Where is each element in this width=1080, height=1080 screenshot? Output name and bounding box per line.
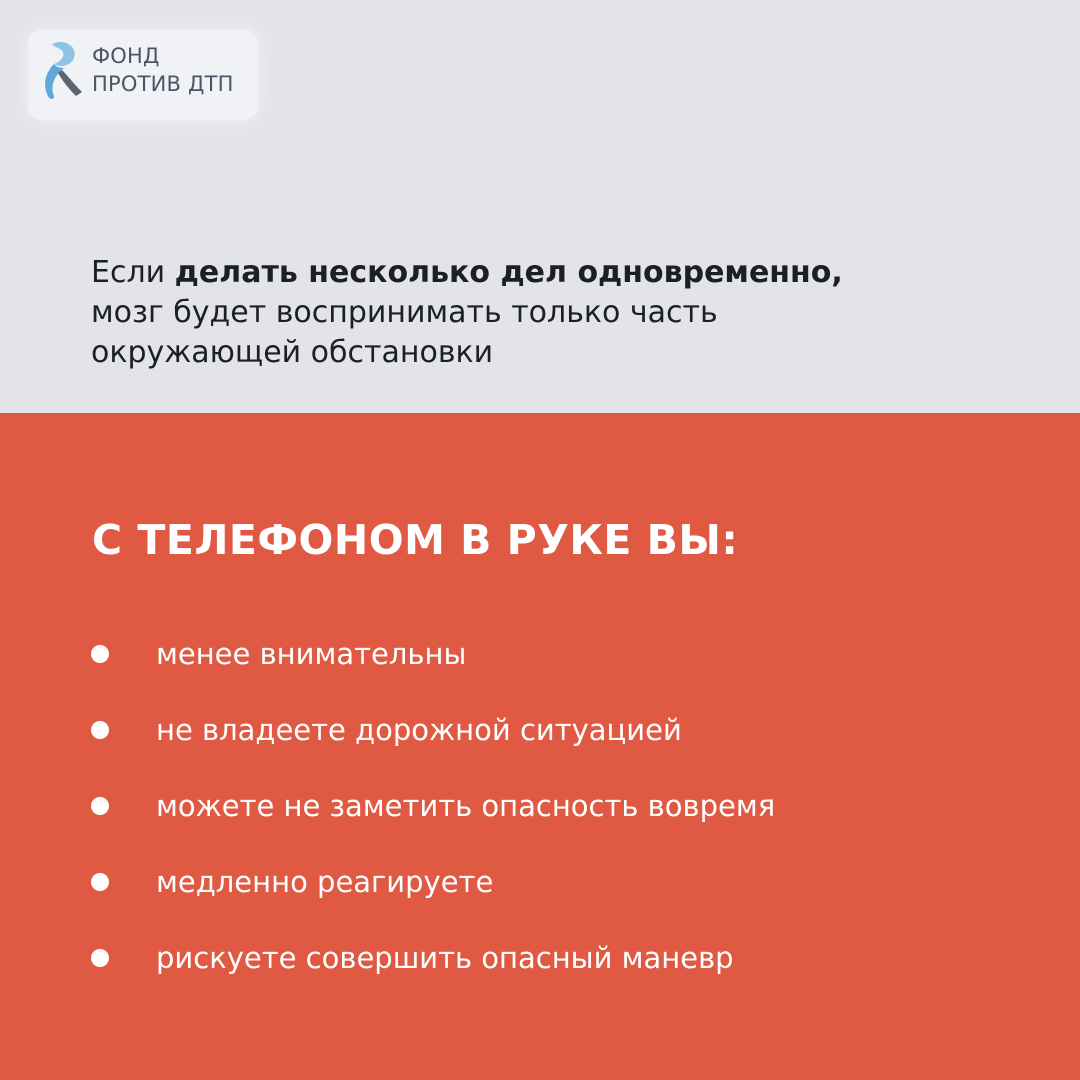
fund-logo (28, 30, 258, 120)
intro-emphasis: делать несколько дел одновременно, (174, 255, 843, 290)
ribbon-logo-icon (38, 40, 84, 102)
bullet-dot (91, 721, 109, 739)
logo-wordmark (92, 42, 234, 98)
intro-line-3: окружающей обстановки (91, 335, 494, 370)
logo-line-1: ФОНД (92, 44, 160, 68)
list-item-label: медленно реагируете (156, 865, 494, 899)
list-item (91, 856, 991, 932)
list-item-label: рискуете совершить опасный маневр (156, 941, 734, 975)
bullet-dot (91, 873, 109, 891)
intro-prefix: Если (91, 255, 175, 290)
consequences-list (91, 628, 991, 1008)
intro-line-1 (91, 253, 991, 293)
bullet-dot (91, 949, 109, 967)
list-item (91, 704, 991, 780)
bullet-dot (91, 645, 109, 663)
intro-text (91, 253, 991, 373)
list-item (91, 780, 991, 856)
intro-line-2: мозг будет воспринимать только часть (91, 295, 718, 330)
list-item-label: можете не заметить опасность вовремя (156, 789, 776, 823)
list-item (91, 628, 991, 704)
list-item (91, 932, 991, 1008)
list-item-label: менее внимательны (156, 637, 467, 671)
top-panel (0, 0, 1080, 413)
section-heading: С ТЕЛЕФОНОМ В РУКЕ ВЫ: (92, 516, 739, 564)
list-item-label: не владеете дорожной ситуацией (156, 713, 682, 747)
bullet-dot (91, 797, 109, 815)
logo-line-2: ПРОТИВ ДТП (92, 72, 234, 96)
